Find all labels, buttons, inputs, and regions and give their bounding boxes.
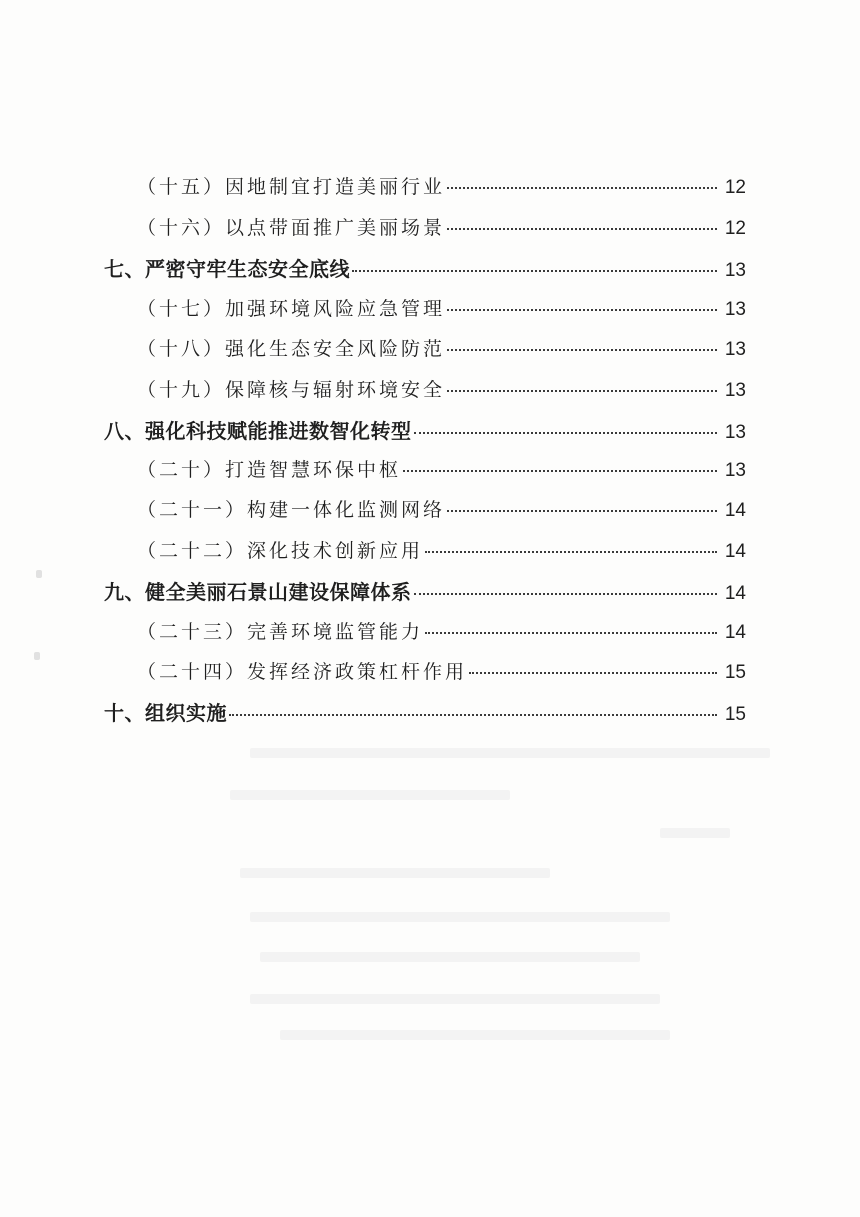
show-through-mark [250,912,670,922]
toc-entry-page: 14 [724,541,746,562]
dot-leader [425,550,717,553]
toc-entry-page: 13 [724,460,746,481]
dot-leader [447,509,717,512]
dot-leader [447,186,717,189]
toc-entry-page: 14 [724,622,746,643]
toc-entry-title: 九、健全美丽石景山建设保障体系 [104,580,412,604]
toc-entry-page: 15 [724,662,746,683]
dot-leader [447,308,717,311]
toc-entry[interactable] [137,213,746,245]
toc-entry-title: （二十二）深化技术创新应用 [137,540,424,562]
show-through-mark [250,748,770,758]
show-through-mark [280,1030,670,1040]
toc-section-heading[interactable] [104,576,746,608]
toc-entry-page: 13 [724,260,746,281]
dot-leader [229,713,717,716]
toc-entry[interactable] [137,657,746,689]
toc-entry-title: （十七）加强环境风险应急管理 [137,298,446,320]
dot-leader [447,348,717,351]
dot-leader [414,431,718,434]
toc-entry-page: 12 [724,218,746,239]
toc-entry-page: 13 [724,339,746,360]
dot-leader [352,269,717,272]
show-through-mark [250,994,660,1004]
toc-entry-title: （十九）保障核与辐射环境安全 [137,379,446,401]
toc-entry[interactable] [137,294,746,326]
dot-leader [414,592,718,595]
toc-section-heading[interactable] [104,415,746,447]
toc-entry[interactable] [137,495,746,527]
show-through-mark [240,868,550,878]
toc-entry-page: 14 [724,583,746,604]
toc-section-heading[interactable] [104,253,746,285]
toc-entry-title: 七、严密守牢生态安全底线 [104,257,350,281]
dot-leader [447,227,717,230]
toc-entry-page: 13 [724,380,746,401]
scan-smudge [34,652,40,660]
toc-entry[interactable] [137,334,746,366]
toc-entry-page: 12 [724,177,746,198]
toc-entry[interactable] [137,455,746,487]
show-through-mark [660,828,730,838]
toc-entry-page: 13 [724,422,746,443]
toc-entry-page: 14 [724,500,746,521]
toc-entry[interactable] [137,375,746,407]
show-through-mark [230,790,510,800]
toc-entry-page: 13 [724,299,746,320]
toc-entry-title: （二十四）发挥经济政策杠杆作用 [137,661,468,683]
toc-entry-title: （十八）强化生态安全风险防范 [137,338,446,360]
toc-entry-title: 十、组织实施 [104,701,227,725]
show-through-mark [260,952,640,962]
toc-entry-title: （十六）以点带面推广美丽场景 [137,217,446,239]
dot-leader [469,671,717,674]
dot-leader [403,469,717,472]
toc-entry-title: （二十三）完善环境监管能力 [137,621,424,643]
dot-leader [425,631,717,634]
toc-entry[interactable] [137,617,746,649]
toc-section-heading[interactable] [104,697,746,729]
toc-entry-title: （二十一）构建一体化监测网络 [137,499,446,521]
toc-entry[interactable] [137,536,746,568]
dot-leader [447,389,717,392]
toc-entry-page: 15 [724,704,746,725]
toc-entry-title: 八、强化科技赋能推进数智化转型 [104,419,412,443]
toc-entry-title: （二十）打造智慧环保中枢 [137,459,402,481]
scan-smudge [36,570,42,578]
toc-entry-title: （十五）因地制宜打造美丽行业 [137,176,446,198]
toc-entry[interactable] [137,172,746,204]
